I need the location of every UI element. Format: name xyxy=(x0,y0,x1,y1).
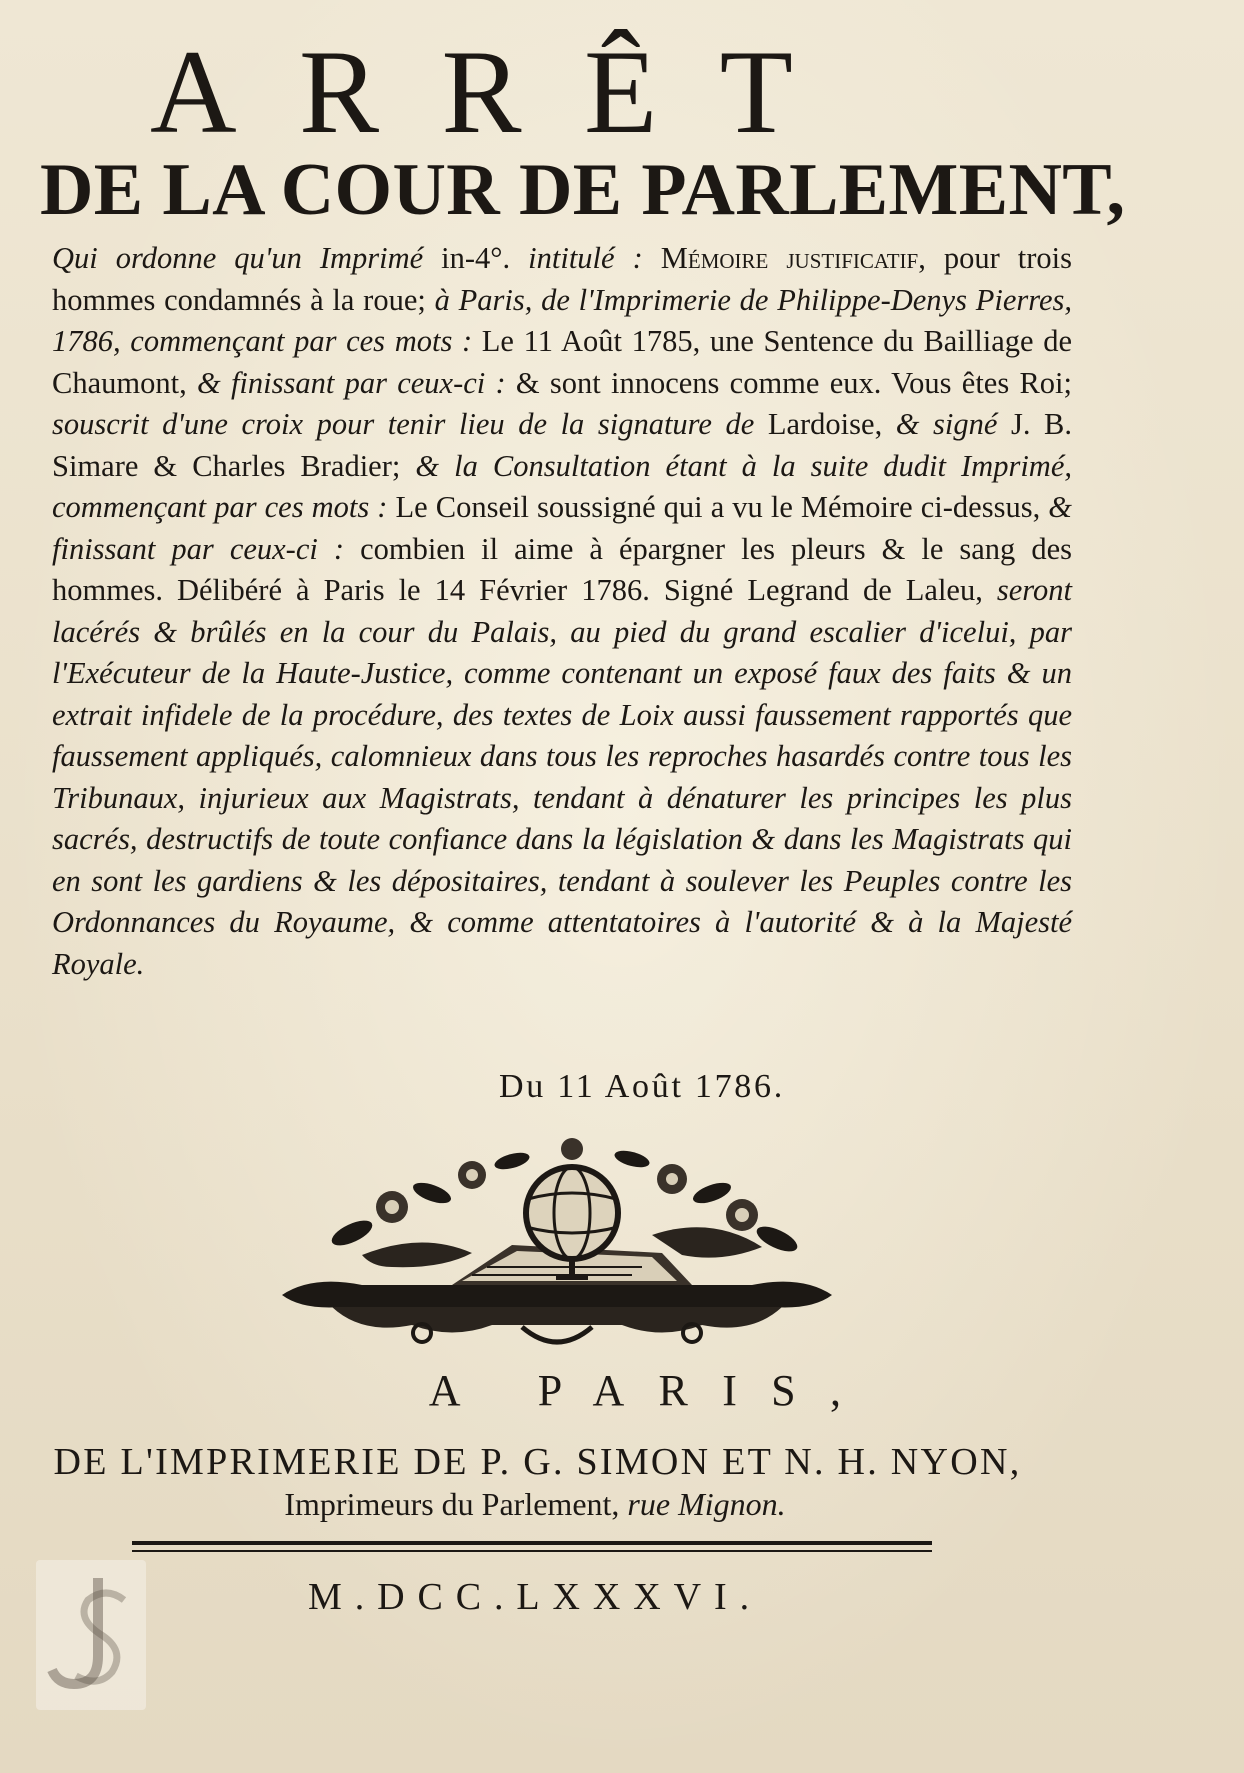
body-segment: & sont innocens comme eux. Vous êtes Roi; xyxy=(515,365,1072,400)
body-segment: Le Conseil soussigné qui a vu le Mémoire ci-dessus, xyxy=(395,490,1049,524)
body-segment: souscrit d'une croix pour tenir lieu de la signature de xyxy=(52,407,768,441)
body-segment: seront lacérés & brûlés en la cour du Palais, au pied du grand escalier d'icelui, par l'Exécuteur de la Haute-Justice, comme contenant un exposé faux des faits & un extrait infidele de la procédure, des textes de Loix aussi faussement rapportés que faussement appliqués, calomnieux dans tous les reproches hasardés contre tous les Tribunaux, injurieux aux Magistrats, tendant à dénaturer les principes les plus sacrés, destructifs de toute confiance dans la législation & dans les Magistrats qui en sont les gardiens & les dépositaires, tendant à soulever les Peuples contre les Ordonnances du Royaume, & comme attentatoires à l'autorité & à la Majesté Royale. xyxy=(52,573,1072,981)
document-subtitle: DE LA COUR DE PARLEMENT, xyxy=(40,149,1126,231)
imprint-street: rue Mignon. xyxy=(627,1486,786,1522)
decree-date: Du 11 Août 1786. xyxy=(499,1068,785,1105)
body-segment: J. B. Simare & Charles Bradier; xyxy=(52,407,1072,483)
imprint-city: A PARIS, xyxy=(428,1366,876,1415)
imprint-address xyxy=(0,1486,1070,1523)
double-rule-top xyxy=(132,1541,932,1545)
printer-ornament-icon xyxy=(272,1135,842,1365)
document-title: ARRÊT xyxy=(150,25,856,158)
imprint-year: M.DCC.LXXXVI. xyxy=(307,1576,763,1618)
body-segment: intitulé : xyxy=(528,241,661,275)
body-segment: Lardoise, xyxy=(767,407,896,441)
double-rule-bottom xyxy=(132,1550,932,1552)
body-segment: in-4°. xyxy=(423,241,529,275)
body-segment: Qui ordonne qu'un Imprimé xyxy=(52,241,424,275)
body-segment: & signé xyxy=(895,407,1011,441)
body-segment: combien il aime à épargner les pleurs & le sang des hommes. Délibéré à Paris le 14 Février 1786. Signé Legrand de Laleu, xyxy=(52,531,1072,607)
watermark-logo xyxy=(36,1560,146,1710)
body-segment: & finissant par ceux-ci : xyxy=(196,365,516,400)
decree-body xyxy=(52,238,1072,985)
body-segment: Le 11 Août 1785, une Sentence du Bailliage de Chaumont, xyxy=(52,324,1072,400)
body-segment: , pour trois hommes condamnés à la roue; xyxy=(52,241,1073,317)
body-segment: & la Consultation étant à la suite dudit Imprimé, commençant par ces mots : xyxy=(52,448,1072,524)
imprint-role: Imprimeurs du Parlement, xyxy=(284,1486,628,1522)
body-segment: & finissant par ceux-ci : xyxy=(52,490,1072,566)
body-segment: Mémoire justificatif xyxy=(660,241,919,275)
imprint-printer: DE L'IMPRIMERIE DE P. G. SIMON ET N. H. NYON, xyxy=(53,1441,1022,1483)
body-segment: à Paris, de l'Imprimerie de Philippe-Denys Pierres, 1786, commençant par ces mots : xyxy=(52,282,1072,358)
